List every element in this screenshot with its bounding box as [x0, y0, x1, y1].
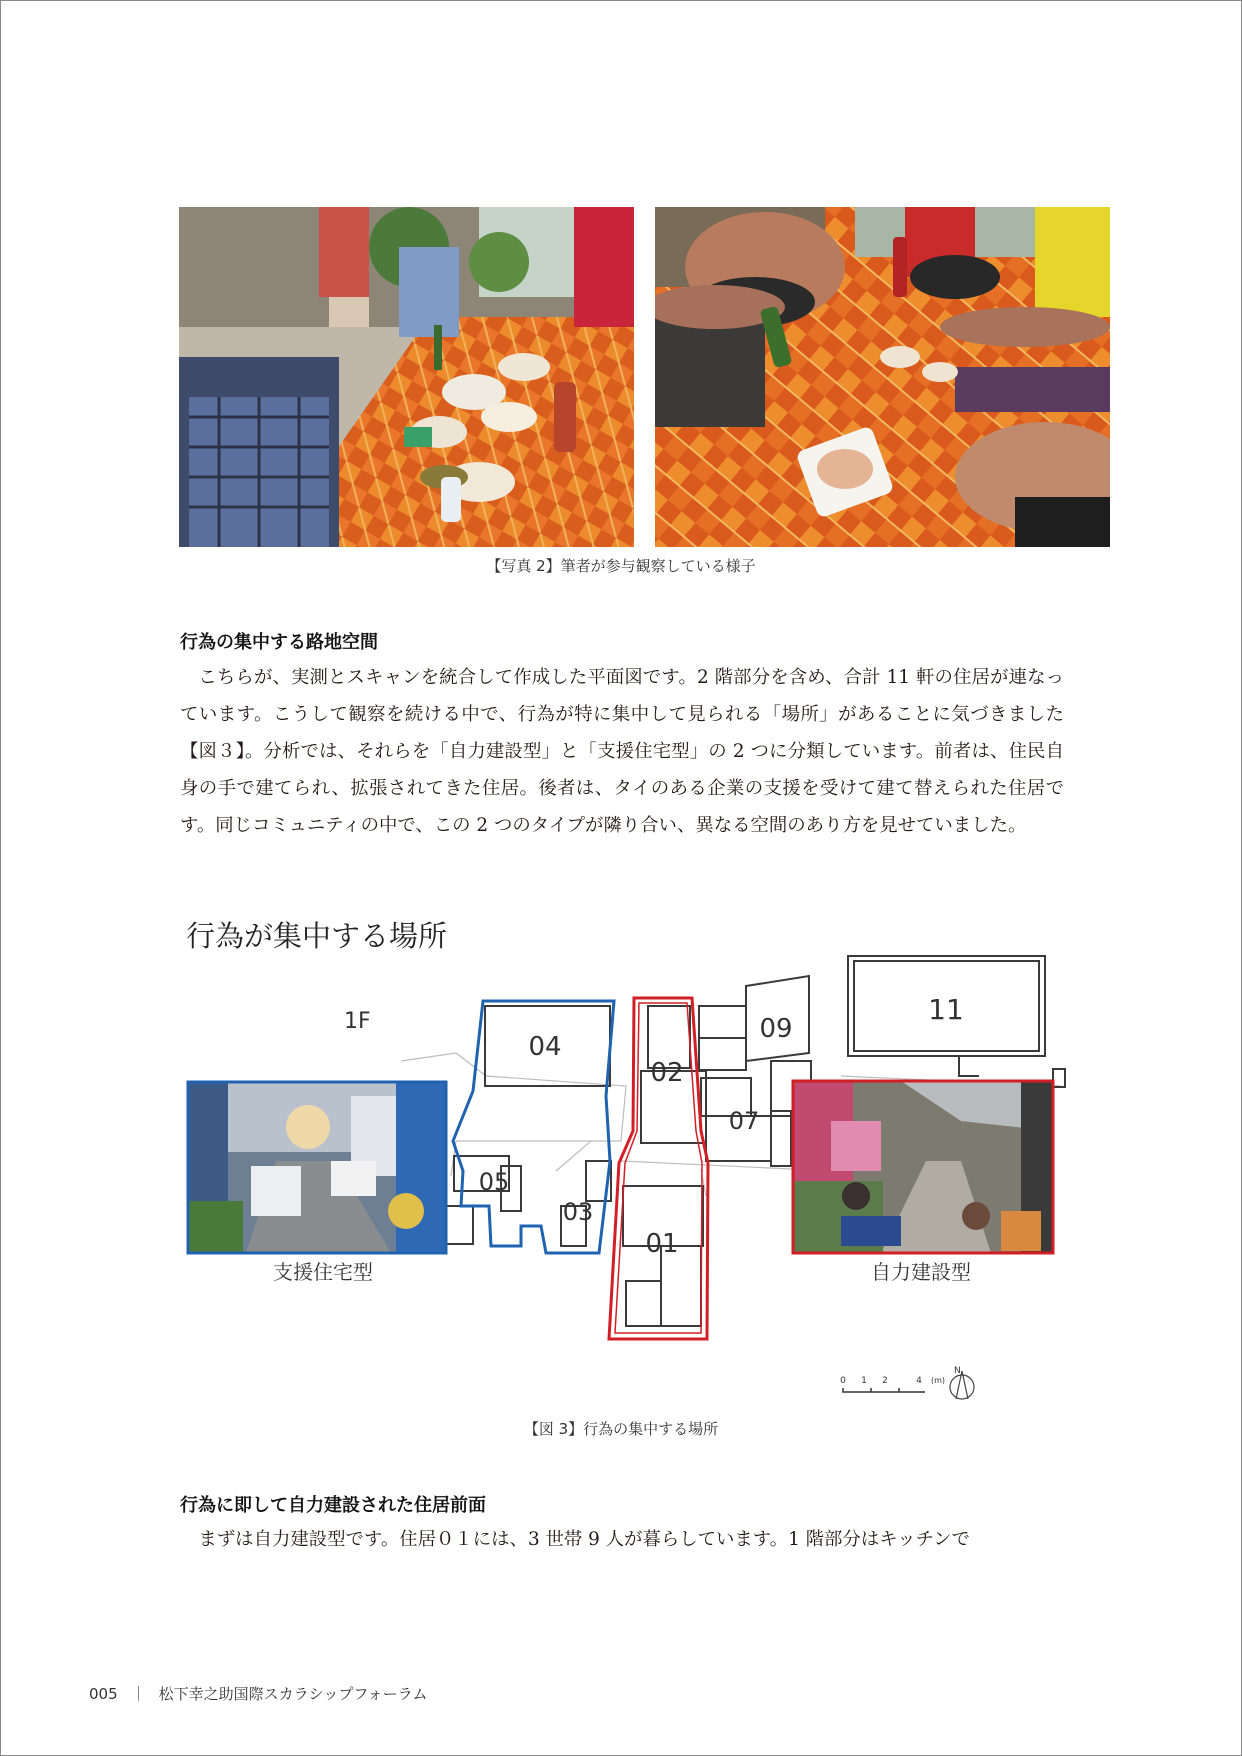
- photo-caption: 【写真 2】筆者が参与観察している様子: [486, 557, 756, 575]
- body-paragraph: こちらが、実測とスキャンを統合して作成した平面図です。2 階部分を含め、合計 11 軒の住居が連なっています。こうして観察を続ける中で、行為が特に集中して見られる「場所」があることに気づきました【図３】。分析では、それらを「自力建設型」と「支援住宅型」の 2 つに分類しています。前者は、住民自身の手で建てられ、拡張されてきた住居。後者は、タイのある企業の支援を受けて建て替えられた住居です。同じコミュニティの中で、この 2 つのタイプが隣り合い、異なる空間のあり方を見せていました。: [180, 667, 1064, 836]
- unit-07-label: 07: [728, 1107, 760, 1135]
- unit-11-label: 11: [928, 993, 964, 1026]
- unit-01-label: 01: [645, 1229, 679, 1259]
- page-footer: [89, 1683, 427, 1704]
- footer-divider: [138, 1686, 139, 1701]
- north-label: N: [954, 1366, 961, 1376]
- scale-tick-2: 2: [882, 1376, 888, 1386]
- support-housing-label: 支援住宅型: [273, 1260, 373, 1284]
- floor-label: 1F: [344, 1009, 371, 1034]
- unit-04-label: 04: [528, 1032, 562, 1062]
- scale-tick-3: 4: [916, 1376, 922, 1386]
- self-built-photo: [793, 1081, 1053, 1253]
- figure-caption: 【図 3】行為の集中する場所: [523, 1420, 719, 1438]
- publication-title: 松下幸之助国際スカラシップフォーラム: [158, 1685, 428, 1703]
- section-heading: 行為の集中する路地空間: [180, 632, 378, 653]
- unit-02-label: 02: [650, 1058, 684, 1088]
- scale-unit: (m): [931, 1376, 946, 1385]
- support-housing-photo: [188, 1082, 446, 1253]
- unit-09-label: 09: [759, 1014, 793, 1044]
- scale-tick-0: 0: [840, 1376, 846, 1386]
- unit-03-label: 03: [562, 1198, 594, 1226]
- floor-plan: [1, 1, 1241, 1421]
- body-paragraph-2: まずは自力建設型です。住居０１には、3 世帯 9 人が暮らしています。1 階部分はキッチンで: [198, 1529, 970, 1550]
- north-arrow-icon: [950, 1366, 974, 1399]
- scale-tick-1: 1: [861, 1376, 867, 1386]
- scale-bar: [840, 1376, 945, 1392]
- unit-05-label: 05: [478, 1168, 510, 1196]
- self-built-outline: [609, 998, 708, 1339]
- page-number: 005: [89, 1685, 118, 1703]
- self-built-label: 自力建設型: [871, 1260, 971, 1284]
- section-heading-2: 行為に即して自力建設された住居前面: [180, 1495, 486, 1516]
- figure-title: 行為が集中する場所: [186, 919, 448, 953]
